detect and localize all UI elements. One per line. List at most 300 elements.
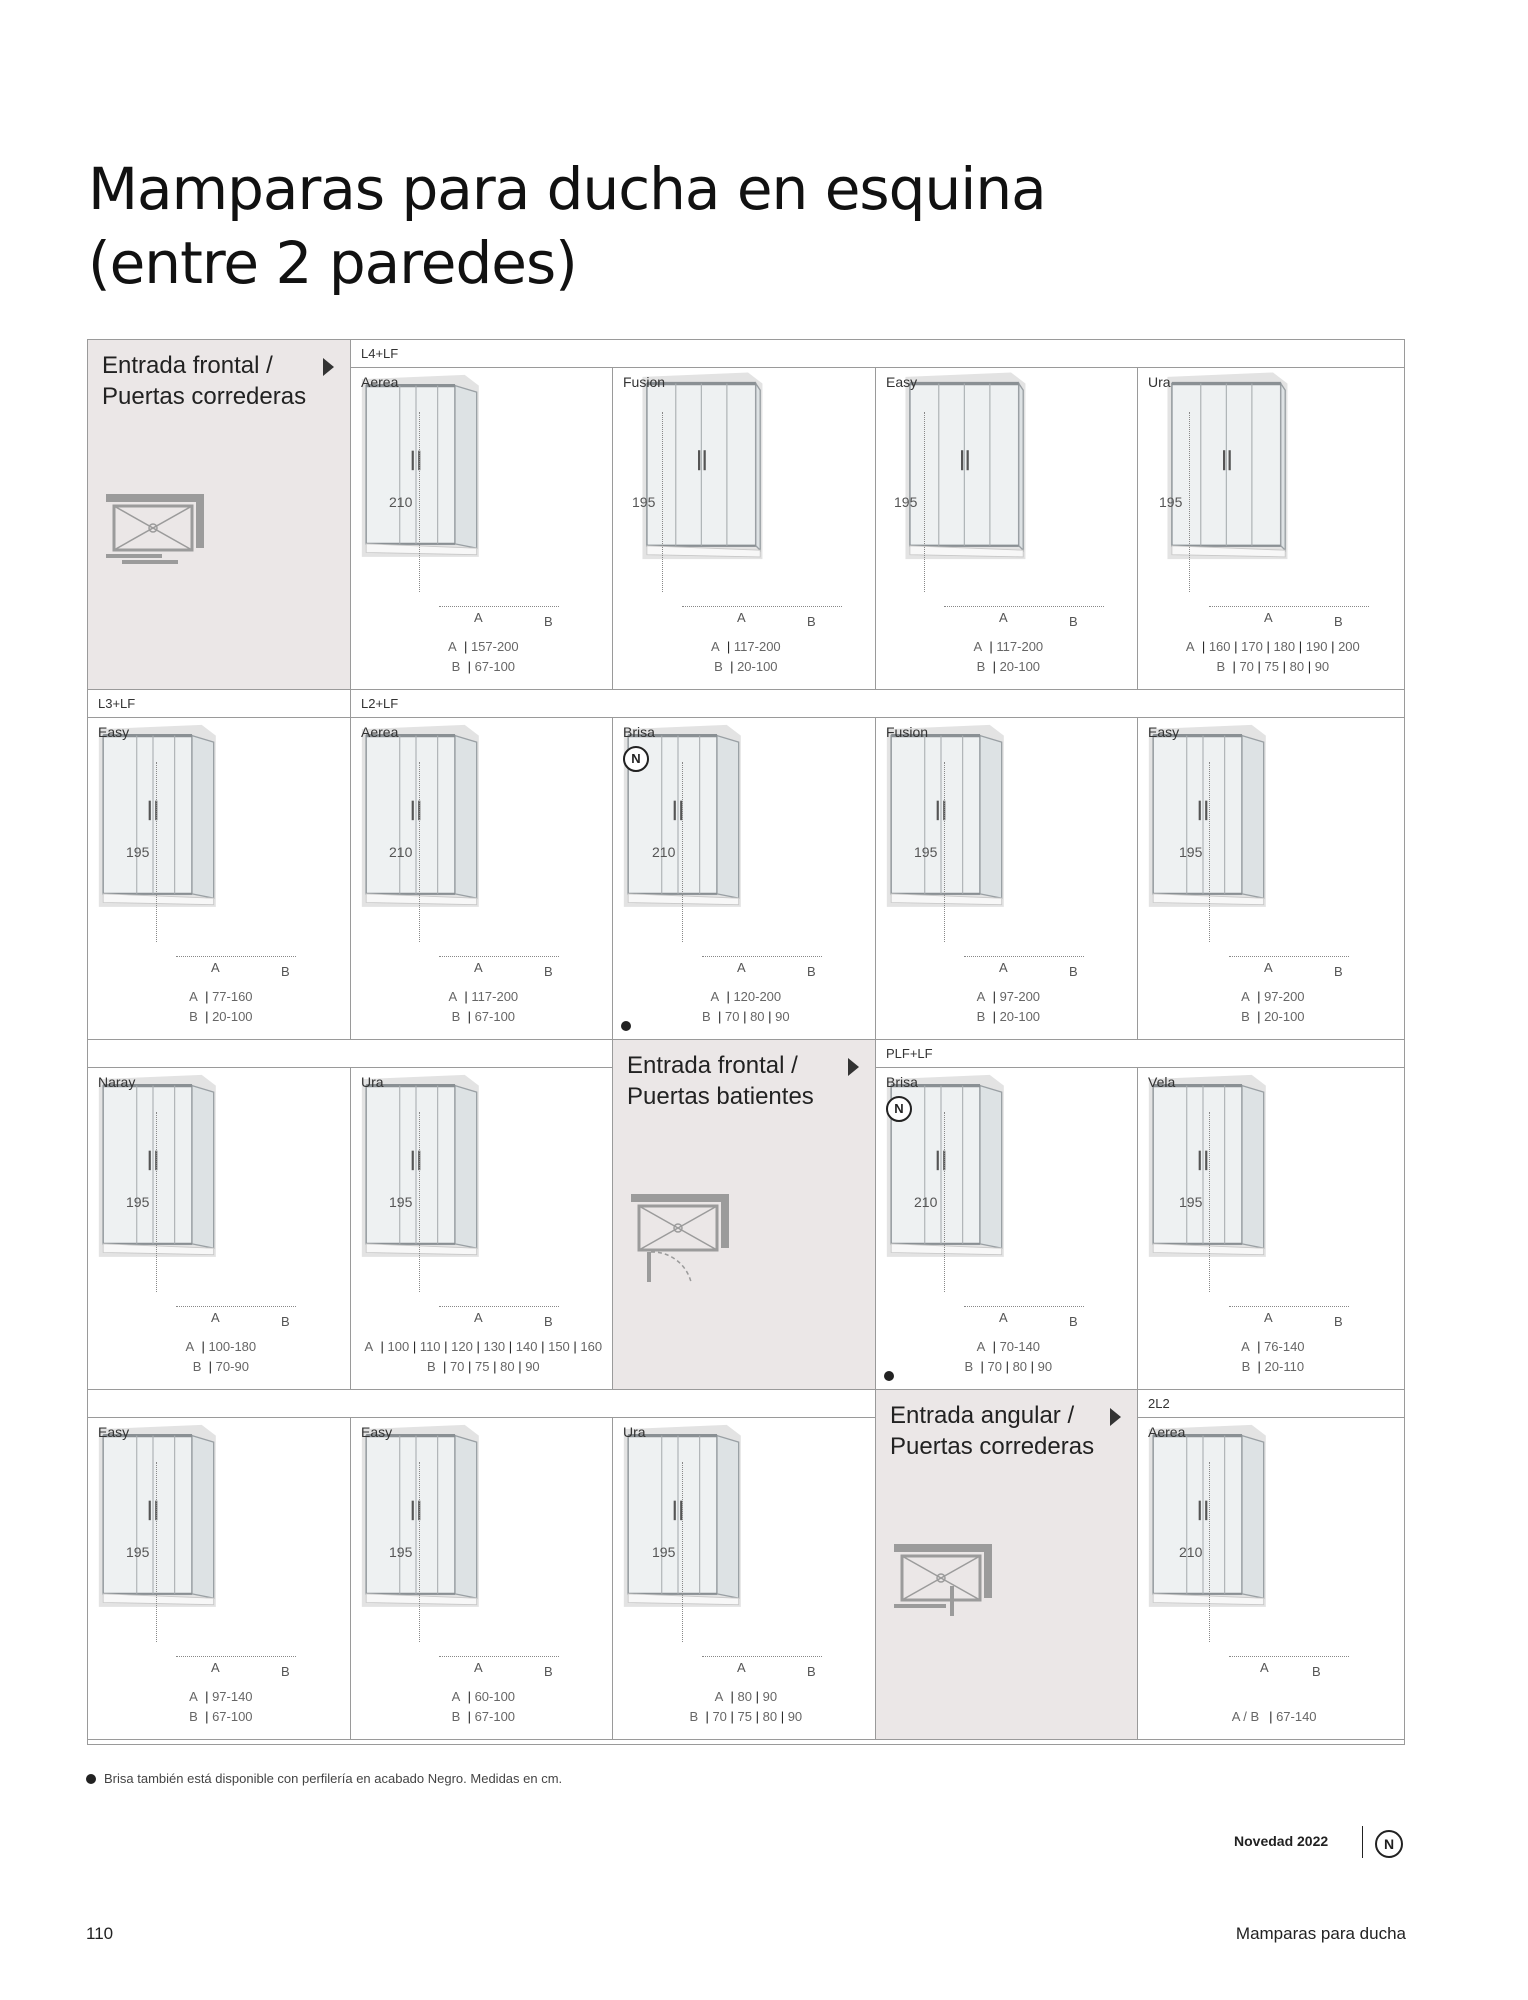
dimension-key: A / B <box>1231 1709 1260 1724</box>
width-guide <box>702 956 822 957</box>
dimension-row-b <box>1138 657 1404 677</box>
height-label: 195 <box>126 1194 150 1210</box>
separator: | <box>726 659 738 674</box>
product-cell-brisa <box>875 1068 1137 1390</box>
dimensions-table <box>1138 637 1404 677</box>
width-guide <box>964 1306 1084 1307</box>
height-guide <box>924 412 925 592</box>
dimension-row-a <box>876 1337 1137 1357</box>
dimension-value: 75 <box>1264 659 1279 674</box>
separator: | <box>439 1359 450 1374</box>
intro-angular-correderas <box>875 1390 1137 1740</box>
height-label: 210 <box>1179 1544 1203 1560</box>
separator: | <box>701 1709 713 1724</box>
floor-plan-angular-icon <box>890 1530 1000 1640</box>
shower-enclosure-image <box>88 1418 218 1618</box>
dimension-value: 180 <box>1273 639 1296 654</box>
dimension-key: A <box>714 1689 724 1704</box>
product-cell-fusion <box>875 718 1137 1040</box>
height-label: 210 <box>914 1194 938 1210</box>
axis-a-label: A <box>999 1310 1008 1325</box>
separator: | <box>197 1339 209 1354</box>
shower-enclosure-image <box>1138 1068 1268 1268</box>
axis-b-label: B <box>807 1664 816 1679</box>
dimensions-table <box>1138 987 1404 1027</box>
dimension-value: 80 <box>750 1009 765 1024</box>
dimension-row-a <box>351 637 612 657</box>
dimension-key: A <box>1241 989 1250 1004</box>
product-cell-ura <box>350 1068 612 1390</box>
height-label: 195 <box>632 494 656 510</box>
dimension-key: A <box>448 989 458 1004</box>
dimension-value: 67-100 <box>474 1709 516 1724</box>
separator: | <box>460 639 471 654</box>
model-name: Easy <box>98 1424 130 1440</box>
dimension-row-b <box>1138 1357 1404 1377</box>
height-label: 195 <box>126 1544 150 1560</box>
dimension-row-a <box>876 987 1137 1007</box>
product-cell-vela <box>1137 1068 1404 1390</box>
dimension-row-a <box>876 637 1137 657</box>
divider <box>1362 1826 1363 1858</box>
axis-a-label: A <box>1264 610 1273 625</box>
dimension-row-a <box>1138 987 1404 1007</box>
dimension-key: A <box>973 639 983 654</box>
dimension-value: 90 <box>525 1359 540 1374</box>
dimension-key: B <box>1241 1009 1250 1024</box>
model-name: Aerea <box>361 374 399 390</box>
axis-b-label: B <box>281 1664 290 1679</box>
axis-a-label: A <box>211 1660 220 1675</box>
new-badge-icon: N <box>623 746 649 772</box>
dimension-value: 160 <box>580 1339 603 1354</box>
dimension-value: 20-100 <box>999 659 1041 674</box>
separator: | <box>463 1709 475 1724</box>
axis-b-label: B <box>544 614 553 629</box>
dimensions-table <box>351 637 612 677</box>
axis-b-label: B <box>1069 614 1078 629</box>
axis-a-label: A <box>474 610 483 625</box>
separator: | <box>1327 639 1339 654</box>
dimension-row-a <box>88 1687 350 1707</box>
dimension-value: 70 <box>724 1009 740 1024</box>
dimension-value: 90 <box>1314 659 1330 674</box>
separator: | <box>464 1359 476 1374</box>
axis-b-label: B <box>544 1314 553 1329</box>
separator: | <box>1262 639 1274 654</box>
dimension-value: 100-180 <box>208 1339 257 1354</box>
footnote-marker-icon <box>621 1021 631 1031</box>
dimension-key: B <box>189 1009 198 1024</box>
dimensions-table <box>876 987 1137 1027</box>
separator: | <box>1001 1359 1013 1374</box>
width-guide <box>176 1306 296 1307</box>
dimension-value: 97-200 <box>1264 989 1305 1004</box>
separator: | <box>976 1359 988 1374</box>
separator: | <box>537 1339 549 1354</box>
dimension-row-a <box>613 1687 875 1707</box>
height-guide <box>1209 762 1210 942</box>
dimension-key: A <box>1241 1339 1250 1354</box>
height-label: 210 <box>389 494 413 510</box>
height-guide <box>662 412 663 592</box>
height-guide <box>419 412 420 592</box>
height-label: 195 <box>1159 494 1183 510</box>
product-cell-ura <box>612 1418 875 1740</box>
separator: | <box>376 1339 388 1354</box>
dimension-value: 110 <box>419 1339 441 1354</box>
dimension-value: 157-200 <box>470 639 519 654</box>
model-name: Fusion <box>886 724 929 740</box>
product-cell-fusion <box>612 368 875 690</box>
product-cell-ura <box>1137 368 1404 690</box>
width-guide <box>439 606 559 607</box>
axis-a-label: A <box>1260 1660 1269 1675</box>
product-cell-easy <box>350 1418 612 1740</box>
axis-b-label: B <box>1334 1314 1343 1329</box>
width-guide <box>439 956 559 957</box>
height-label: 195 <box>1179 844 1203 860</box>
group-strip-empty <box>88 1040 612 1068</box>
model-name: Aerea <box>1148 1424 1186 1440</box>
dimension-row-b <box>88 1707 350 1727</box>
shower-enclosure-image <box>1138 718 1268 918</box>
dimension-key: B <box>451 659 461 674</box>
width-guide <box>1229 1656 1349 1657</box>
page-number: 110 <box>86 1924 114 1943</box>
dimension-row-b <box>351 1007 612 1027</box>
width-guide <box>702 1656 822 1657</box>
height-label: 195 <box>1179 1194 1203 1210</box>
dimension-key: A <box>976 1339 986 1354</box>
model-name: Fusion <box>623 374 666 390</box>
axis-a-label: A <box>474 1660 483 1675</box>
separator: | <box>988 1339 1000 1354</box>
product-cell-naray <box>88 1068 350 1390</box>
dimensions-table <box>613 987 875 1027</box>
intro-frontal-batientes <box>612 1040 875 1390</box>
separator: | <box>201 1689 213 1704</box>
separator: | <box>440 1339 452 1354</box>
dimension-row-a <box>351 987 612 1007</box>
footnote-text: Brisa también está disponible con perfilería en acabado Negro. Medidas en cm. <box>104 1771 563 1786</box>
height-guide <box>419 762 420 942</box>
width-guide <box>439 1306 559 1307</box>
dimension-value: 190 <box>1305 639 1328 654</box>
dimension-key: B <box>702 1009 711 1024</box>
dimension-row-b <box>351 1707 612 1727</box>
axis-a-label: A <box>474 960 483 975</box>
dimension-row-a <box>1138 1337 1404 1357</box>
dimensions-table <box>613 1687 875 1727</box>
product-cell-aerea <box>1137 1418 1404 1740</box>
dimension-key: B <box>964 1359 974 1374</box>
height-guide <box>682 1462 683 1642</box>
width-guide <box>439 1656 559 1657</box>
shower-enclosure-image <box>1138 368 1308 568</box>
dimension-row-a <box>88 987 350 1007</box>
group-label-l2lf: L2+LF <box>350 690 1404 718</box>
width-guide <box>1229 956 1349 957</box>
dimension-key: B <box>427 1359 436 1374</box>
separator: | <box>463 1689 475 1704</box>
axis-b-label: B <box>807 964 816 979</box>
height-label: 195 <box>652 1544 676 1560</box>
separator: | <box>723 639 734 654</box>
model-name: Ura <box>1148 374 1171 390</box>
dimension-key: A <box>976 989 986 1004</box>
arrow-right-icon <box>1110 1408 1121 1426</box>
separator: | <box>988 989 1000 1004</box>
shower-enclosure-image <box>613 1418 743 1618</box>
dimension-key: A <box>447 639 457 654</box>
height-guide <box>1209 1462 1210 1642</box>
separator: | <box>472 1339 484 1354</box>
dimension-row-b <box>876 1357 1137 1377</box>
dimension-value: 67-100 <box>212 1709 253 1724</box>
group-label-l4lf: L4+LF <box>350 340 1404 368</box>
width-guide <box>682 606 842 607</box>
axis-a-label: A <box>999 960 1008 975</box>
dimension-row-b <box>351 1357 612 1377</box>
group-label-2l2: 2L2 <box>1137 1390 1404 1418</box>
separator: | <box>460 989 472 1004</box>
dimension-value: 20-100 <box>212 1009 253 1024</box>
separator: | <box>722 989 734 1004</box>
height-guide <box>156 762 157 942</box>
width-guide <box>1229 1306 1349 1307</box>
axis-a-label: A <box>999 610 1008 625</box>
product-cell-easy <box>875 368 1137 690</box>
dimension-key: A <box>189 1689 198 1704</box>
height-guide <box>156 1112 157 1292</box>
axis-a-label: A <box>1264 960 1273 975</box>
dimension-value: 70 <box>449 1359 465 1374</box>
axis-a-label: A <box>737 1660 746 1675</box>
dimension-row-b <box>1138 1007 1404 1027</box>
product-cell-easy <box>88 1418 350 1740</box>
dimension-value: 170 <box>1241 639 1263 654</box>
dimension-value: 90 <box>762 1689 778 1704</box>
model-name: Easy <box>361 1424 393 1440</box>
axis-a-label: A <box>1264 1310 1273 1325</box>
width-guide <box>176 956 296 957</box>
dimension-value: 20-110 <box>1264 1359 1305 1374</box>
axis-b-label: B <box>1334 964 1343 979</box>
separator: | <box>1253 1359 1265 1374</box>
floor-plan-sliding-icon <box>102 480 212 590</box>
dimension-key: B <box>1241 1359 1251 1374</box>
model-name: Easy <box>886 374 918 390</box>
height-guide <box>419 1462 420 1642</box>
dimensions-table <box>88 987 350 1027</box>
dimensions-table <box>88 1687 350 1727</box>
dimensions-table <box>876 637 1137 677</box>
dimension-value: 97-200 <box>999 989 1041 1004</box>
arrow-right-icon <box>848 1058 859 1076</box>
footnote-marker-icon <box>884 1371 894 1381</box>
dimension-value: 80 <box>1289 659 1305 674</box>
separator: | <box>764 1009 776 1024</box>
height-label: 195 <box>126 844 150 860</box>
model-name: Easy <box>98 724 130 740</box>
height-guide <box>156 1462 157 1642</box>
dimension-value: 20-100 <box>737 659 778 674</box>
product-grid <box>87 339 1405 1745</box>
title-line-2: (entre 2 paredes) <box>88 229 577 297</box>
dimension-key: B <box>189 1709 198 1724</box>
height-guide <box>419 1112 420 1292</box>
dimensions-table <box>351 1687 612 1727</box>
separator: | <box>1279 659 1290 674</box>
axis-b-label: B <box>281 964 290 979</box>
separator: | <box>1253 1009 1265 1024</box>
dimension-value: 100 <box>387 1339 410 1354</box>
dimension-key: A <box>710 989 720 1004</box>
footnote <box>86 1771 562 1786</box>
dimension-key: A <box>710 639 720 654</box>
width-guide <box>1209 606 1369 607</box>
separator: | <box>201 1709 213 1724</box>
separator: | <box>1253 659 1265 674</box>
separator: | <box>1198 639 1209 654</box>
separator: | <box>514 1359 526 1374</box>
dimension-value: 20-100 <box>999 1009 1041 1024</box>
separator: | <box>752 1709 763 1724</box>
dimension-value: 120 <box>451 1339 473 1354</box>
group-strip-empty <box>88 1390 875 1418</box>
intro-title: Entrada angular / Puertas correderas <box>890 1402 1095 1460</box>
dimension-value: 140 <box>515 1339 538 1354</box>
dimension-value: 70 <box>712 1709 727 1724</box>
dimension-value: 80 <box>500 1359 515 1374</box>
separator: | <box>1265 1709 1277 1724</box>
new-badge-icon: N <box>886 1096 912 1122</box>
dimension-value: 97-140 <box>212 1689 253 1704</box>
height-label: 195 <box>389 1194 413 1210</box>
product-cell-easy <box>88 718 350 1040</box>
separator: | <box>201 989 213 1004</box>
dimension-value: 117-200 <box>471 989 519 1004</box>
model-name: Vela <box>1148 1074 1176 1090</box>
model-name: Naray <box>98 1074 136 1090</box>
dimension-key: B <box>451 1009 461 1024</box>
width-guide <box>964 956 1084 957</box>
intro-frontal-correderas <box>88 340 350 690</box>
dimension-key: B <box>1216 659 1226 674</box>
shower-enclosure-image <box>88 718 218 918</box>
dimension-row-a <box>1138 637 1404 657</box>
dimension-value: 70-140 <box>999 1339 1041 1354</box>
axis-a-label: A <box>474 1310 483 1325</box>
separator: | <box>463 1009 475 1024</box>
dimension-row-a <box>351 1687 612 1707</box>
axis-b-label: B <box>807 614 816 629</box>
height-label: 195 <box>894 494 918 510</box>
separator: | <box>505 1339 516 1354</box>
dimension-key: B <box>976 1009 986 1024</box>
shower-enclosure-image <box>1138 1418 1268 1618</box>
shower-enclosure-image <box>88 1068 218 1268</box>
dimension-row-ab <box>1138 1707 1404 1727</box>
group-label-l3lf: L3+LF <box>88 690 350 718</box>
model-name: Easy <box>1148 724 1180 740</box>
separator: | <box>1304 659 1315 674</box>
separator: | <box>1230 639 1242 654</box>
width-guide <box>944 606 1104 607</box>
dimension-row-b <box>876 657 1137 677</box>
intro-title: Entrada frontal / Puertas batientes <box>627 1052 814 1110</box>
dimension-value: 75 <box>737 1709 752 1724</box>
shower-enclosure-image <box>351 1068 481 1268</box>
intro-title: Entrada frontal / Puertas correderas <box>102 352 307 410</box>
dimension-value: 60-100 <box>474 1689 516 1704</box>
dimension-row-b <box>613 657 875 677</box>
dimension-key: A <box>451 1689 461 1704</box>
dimension-value: 70 <box>1239 659 1254 674</box>
separator: | <box>777 1709 788 1724</box>
dimension-key: B <box>451 1709 461 1724</box>
axis-b-label: B <box>544 964 553 979</box>
dimension-value: 117-200 <box>733 639 781 654</box>
dimension-row-a <box>351 1337 612 1357</box>
model-name: Brisa <box>623 724 655 740</box>
dimension-row-b <box>88 1357 350 1377</box>
dimension-value: 77-160 <box>212 989 253 1004</box>
separator: | <box>988 1009 1000 1024</box>
separator: | <box>726 1689 738 1704</box>
shower-enclosure-image <box>351 1418 481 1618</box>
dimension-value: 70 <box>987 1359 1002 1374</box>
bullet-icon <box>86 1774 96 1784</box>
dimension-key: B <box>976 659 986 674</box>
shower-enclosure-image <box>876 368 1046 568</box>
dimension-row-b <box>876 1007 1137 1027</box>
height-guide <box>1209 1112 1210 1292</box>
dimension-row-a <box>613 637 875 657</box>
separator: | <box>1253 1339 1265 1354</box>
dimension-value: 117-200 <box>996 639 1044 654</box>
axis-a-label: A <box>211 960 220 975</box>
dimension-key: A <box>189 989 198 1004</box>
separator: | <box>201 1009 213 1024</box>
separator: | <box>409 1339 420 1354</box>
separator: | <box>489 1359 501 1374</box>
dimensions-table <box>876 1337 1137 1377</box>
dimension-key: A <box>185 1339 195 1354</box>
axis-b-label: B <box>1069 1314 1078 1329</box>
height-guide <box>944 1112 945 1292</box>
title-line-1: Mamparas para ducha en esquina <box>88 155 1046 223</box>
arrow-right-icon <box>323 358 334 376</box>
width-guide <box>176 1656 296 1657</box>
product-cell-brisa <box>612 718 875 1040</box>
dimension-key: B <box>689 1709 699 1724</box>
dimensions-table <box>1138 1707 1404 1727</box>
height-label: 195 <box>914 844 938 860</box>
page-title <box>88 152 1388 300</box>
dimension-key: A <box>364 1339 374 1354</box>
model-name: Ura <box>361 1074 384 1090</box>
model-name: Ura <box>623 1424 646 1440</box>
axis-a-label: A <box>737 610 746 625</box>
axis-b-label: B <box>544 1664 553 1679</box>
dimension-value: 90 <box>1037 1359 1053 1374</box>
dimension-value: 160 <box>1208 639 1231 654</box>
model-name: Aerea <box>361 724 399 740</box>
separator: | <box>1027 1359 1038 1374</box>
separator: | <box>714 1009 725 1024</box>
